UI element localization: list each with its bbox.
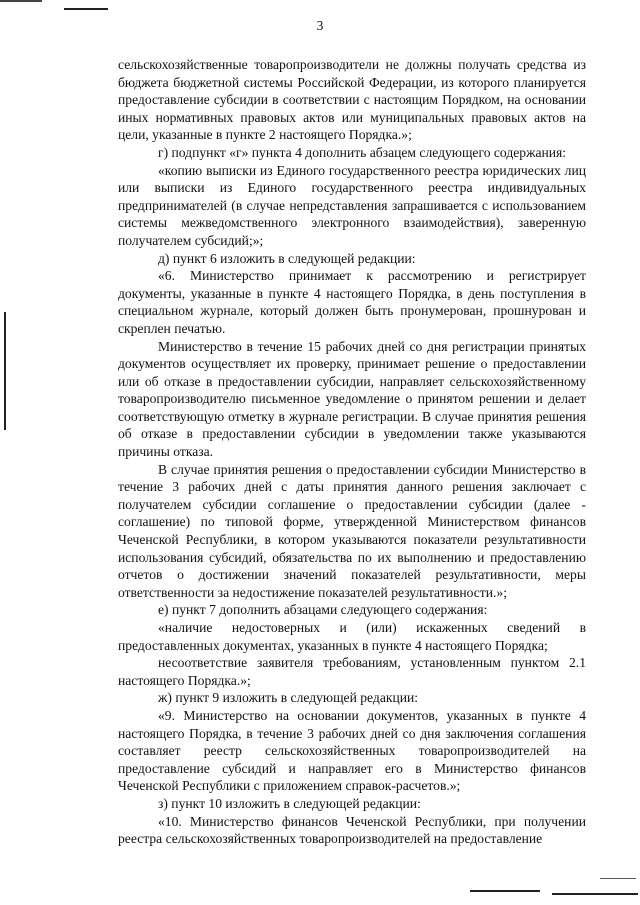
paragraph: «наличие недостоверных и (или) искаженных сведений в предоставленных документах, указанных в пункте 4 настоящего Порядка;	[118, 620, 586, 653]
scan-artifact-margin-mark	[4, 312, 6, 430]
paragraph: е) пункт 7 дополнить абзацами следующего содержания:	[158, 602, 488, 618]
scan-artifact-line	[470, 890, 540, 892]
paragraph: Министерство в течение 15 рабочих дней со дня регистрации принятых документов осуществляет их проверку, принимает решение о предоставлении или об отказе в предоставлении субсидии, направляет сельскохозяйственному товаропроизводителю письменное уведомление о принятом решении и делает соответствующую отметку в журнале регистрации. В случае принятия решения об отказе в предоставлении субсидии в уведомлении также указываются причины отказа.	[118, 338, 586, 460]
paragraph: г) подпункт «г» пункта 4 дополнить абзацем следующего содержания:	[158, 144, 567, 160]
scan-artifact-line	[0, 0, 42, 2]
paragraph: «6. Министерство принимает к рассмотрению и регистрирует документы, указанные в пункте 4 настоящего Порядка, в день поступления в специальном журнале, который должен быть пронумерован, прошнурован и скреплен печатью.	[118, 268, 586, 336]
scan-artifact-line	[552, 893, 638, 895]
paragraph: д) пункт 6 изложить в следующей редакции:	[158, 250, 416, 266]
paragraph: В случае принятия решения о предоставлении субсидии Министерство в течение 3 рабочих дней с даты принятия данного решения заключает с получателем субсидии соглашение о предоставлении субсидии (далее - соглашение) по типовой форме, утвержденной Министерством финансов Чеченской Республики, в котором указываются показатели результативности использования субсидий, обязательства по их выполнению и предоставлению отчетов о достижении значений показателей результативности, меры ответственности за недостижение показателей результативности.»;	[118, 461, 586, 600]
scan-artifact-line	[64, 8, 108, 10]
paragraph: сельскохозяйственные товаропроизводители не должны получать средства из бюджета бюджетной системы Российской Федерации, из которого планируется предоставление субсидии в соответствии с настоящим Порядком, на основании иных нормативных правовых актов или муниципальных правовых актов на цели, указанные в пункте 2 настоящего Порядка.»;	[118, 57, 586, 143]
paragraph: «копию выписки из Единого государственного реестра юридических лиц или выписки из Единого государственного реестра индивидуальных предпринимателей (в случае непредставления запрашивается с использованием системы межведомственного электронного взаимодействия), заверенную получателем субсидий;»;	[118, 162, 586, 248]
paragraph: ж) пункт 9 изложить в следующей редакции:	[158, 690, 419, 706]
paragraph: з) пункт 10 изложить в следующей редакции:	[158, 795, 421, 811]
page-number: 3	[316, 18, 324, 33]
paragraph: «9. Министерство на основании документов, указанных в пункте 4 настоящего Порядка, в течение 3 рабочих дней со дня заключения соглашения составляет реестр сельскохозяйственных товаропроизводителей на предоставление субсидий и направляет его в Министерство финансов Чеченской Республики с приложением справок-расчетов.»;	[118, 707, 586, 794]
paragraph: «10. Министерство финансов Чеченской Республики, при получении реестра сельскохозяйственных товаропроизводителей на предоставление	[118, 813, 586, 847]
paragraph: несоответствие заявителя требованиям, установленным пунктом 2.1 настоящего Порядка.»;	[118, 655, 586, 688]
document-body	[118, 56, 586, 848]
scan-artifact-line	[600, 878, 636, 879]
